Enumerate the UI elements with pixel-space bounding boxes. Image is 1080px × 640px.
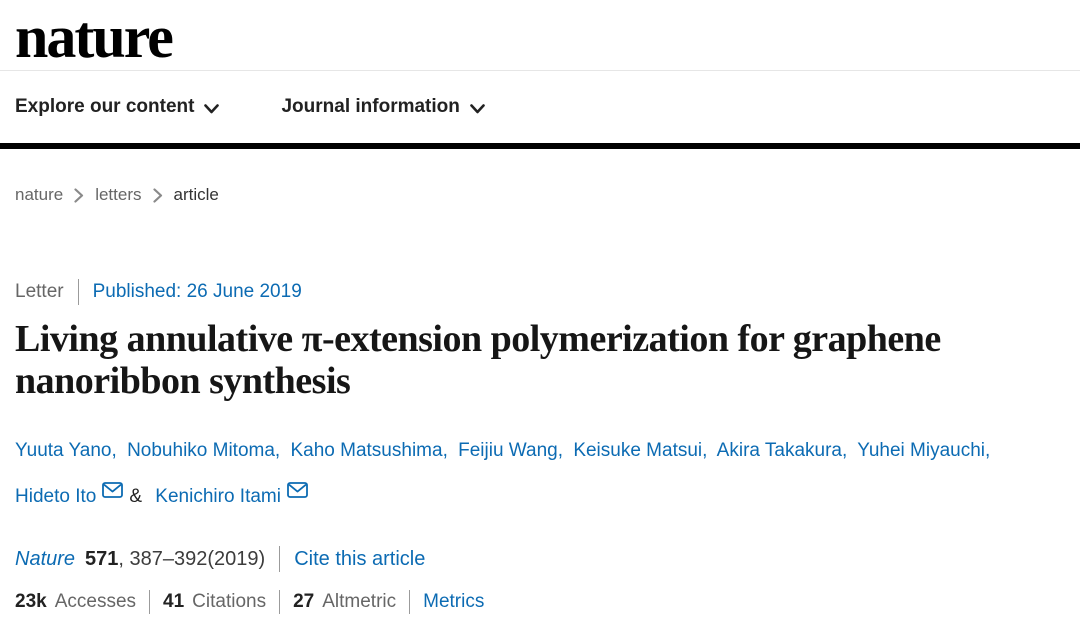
accesses-count: 23k	[15, 591, 47, 612]
author-separator: ,	[557, 440, 564, 461]
site-header	[0, 0, 1080, 71]
published-date: Published: 26 June 2019	[92, 281, 302, 302]
divider	[279, 590, 280, 614]
metrics-row	[15, 590, 1050, 614]
article-title: Living annulative π-extension polymerization for graphene nanoribbon synthesis	[15, 318, 941, 402]
chevron-right-icon	[153, 188, 163, 203]
author-link[interactable]: Nobuhiko Mitoma	[127, 440, 275, 461]
article-meta-row	[15, 279, 1050, 305]
author	[857, 440, 995, 461]
breadcrumb	[15, 185, 1050, 205]
author	[127, 440, 285, 461]
authors-list	[15, 428, 1020, 520]
cite-this-article-link[interactable]: Cite this article	[294, 547, 426, 570]
author-link[interactable]: Hideto Ito	[15, 486, 97, 507]
author-link[interactable]: Kaho Matsushima	[290, 440, 443, 461]
metrics-link[interactable]: Metrics	[423, 591, 485, 612]
journal-link[interactable]: Nature	[15, 547, 76, 570]
author-separator: ,	[702, 440, 708, 461]
author-separator: ,	[111, 440, 117, 461]
article-header	[0, 185, 1080, 614]
nav-explore-our-content[interactable]	[15, 96, 219, 118]
author	[458, 440, 568, 461]
chevron-down-icon	[204, 104, 219, 114]
chevron-down-icon	[470, 104, 485, 114]
nav-item-label: Journal information	[281, 96, 460, 117]
citation-row	[15, 546, 1050, 572]
nav-item-label: Explore our content	[15, 96, 195, 117]
breadcrumb-letters[interactable]: letters	[95, 185, 142, 204]
altmetric-count: 27	[293, 591, 315, 612]
chevron-right-icon	[74, 188, 84, 203]
citations-count: 41	[163, 591, 185, 612]
author-link[interactable]: Kenichiro Itami	[155, 486, 281, 507]
email-envelope-icon[interactable]	[102, 482, 123, 498]
author	[155, 486, 308, 507]
author-separator: ,	[985, 440, 991, 461]
divider	[409, 590, 410, 614]
author	[15, 440, 122, 461]
author-link[interactable]: Yuuta Yano	[15, 440, 112, 461]
email-envelope-icon[interactable]	[287, 482, 308, 498]
author-link[interactable]: Akira Takakura	[716, 440, 842, 461]
main-nav	[0, 71, 1080, 149]
accesses-label: Accesses	[54, 591, 137, 612]
article-type-label: Letter	[15, 281, 64, 302]
altmetric-label: Altmetric	[322, 591, 397, 612]
breadcrumb-nature[interactable]: nature	[15, 185, 64, 204]
author	[15, 486, 150, 507]
nav-journal-information[interactable]	[281, 96, 484, 118]
author-separator: ,	[442, 440, 448, 461]
author	[573, 440, 712, 461]
author	[290, 440, 452, 461]
author-link[interactable]: Yuhei Miyauchi	[857, 440, 986, 461]
citations-label: Citations	[192, 591, 267, 612]
divider	[149, 590, 150, 614]
author-link[interactable]: Feijiu Wang	[458, 440, 558, 461]
author-separator: ,	[274, 440, 281, 461]
author-link[interactable]: Keisuke Matsui	[573, 440, 703, 461]
volume-number: 571	[85, 547, 119, 570]
nature-logo[interactable]: nature	[15, 4, 172, 70]
divider	[78, 279, 79, 305]
pages-year: , 387–392(2019)	[118, 547, 266, 570]
divider	[279, 546, 280, 572]
author-separator: ,	[842, 440, 848, 461]
author	[717, 440, 853, 461]
ampersand: &	[129, 486, 143, 507]
breadcrumb-article[interactable]: article	[173, 185, 219, 204]
